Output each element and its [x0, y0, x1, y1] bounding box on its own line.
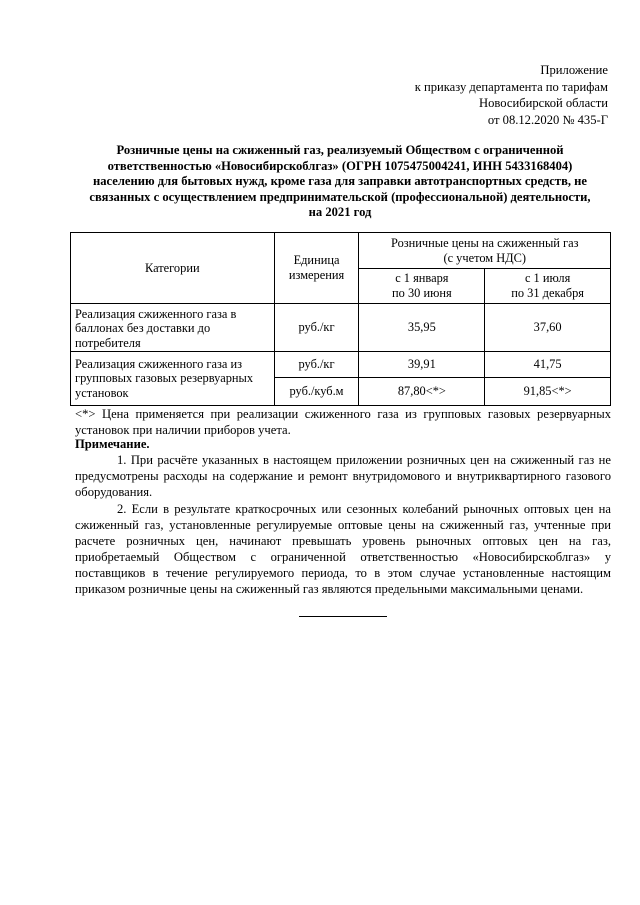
row-1-unit: руб./кг: [274, 304, 359, 352]
row-2-unit: руб./кг: [274, 352, 359, 378]
row-2-category-line-3: установок: [75, 385, 129, 400]
note-heading: Примечание.: [75, 437, 150, 451]
row-1-price-h1: 35,95: [359, 304, 485, 352]
title-line-4: связанных с осуществлением предпринимательской (профессиональной) деятельности,: [89, 189, 591, 204]
row-1-category-line-1: Реализация сжиженного газа в: [75, 306, 237, 321]
title-line-3: населению для бытовых нужд, кроме газа для заправки автотранспортных средств, не: [92, 174, 588, 189]
header-prices: [359, 233, 611, 269]
header-period-2-line-1: с 1 июля: [524, 271, 571, 286]
document-title: [70, 143, 610, 221]
appendix-line-1: Приложение: [540, 63, 608, 77]
note-item-2: 2. Если в результате краткосрочных или сезонных колебаний рыночных оптовых цен на сжиженный газ, установленные регулируемые оптовые цены на сжиженный газ, учтенные при расчете розничных цен, начинают превышать уровень рыночных оптовых цен на газ, приобретаемый Обществом с ограниченной ответственностью «Новосибирскоблгаз» у поставщиков в течение регулируемого периода, то в этом случае установленные настоящим приказом розничные цены на сжиженный газ являются предельными максимальными ценами.: [75, 502, 611, 596]
row-2-price-h1: 39,91: [359, 352, 485, 378]
table-row: [71, 304, 611, 352]
header-unit-line-2: измерения: [288, 268, 345, 282]
row-3-price-h2: 91,85<*>: [485, 378, 611, 406]
row-1-price-h2: 37,60: [485, 304, 611, 352]
row-2-price-h2: 41,75: [485, 352, 611, 378]
table-row: [71, 352, 611, 378]
title-line-2: ответственностью «Новосибирскоблгаз» (ОГРН 1075475004241, ИНН 5433168404): [107, 158, 573, 173]
title-line-5: на 2021 год: [308, 205, 372, 220]
header-period-1-line-1: с 1 января: [395, 271, 449, 286]
row-3-price-h1: 87,80<*>: [359, 378, 485, 406]
title-line-1: Розничные цены на сжиженный газ, реализуемый Обществом с ограниченной: [116, 143, 564, 157]
header-unit: [274, 233, 359, 304]
appendix-line-4: от 08.12.2020 № 435-Г: [487, 112, 608, 127]
header-period-2-line-2: по 31 декабря: [511, 286, 584, 300]
header-prices-line-1: Розничные цены на сжиженный газ: [390, 235, 579, 250]
header-unit-line-1: Единица: [293, 253, 340, 268]
note-item-1: 1. При расчёте указанных в настоящем приложении розничных цен на сжиженный газ не предусмотрены расходы на содержание и ремонт внутридомового и внутриквартирного газового оборудования.: [75, 453, 611, 499]
row-2-category-line-1: Реализация сжиженного газа из: [75, 356, 242, 371]
price-table: [70, 232, 611, 406]
row-2-category-line-2: групповых газовых резервуарных: [75, 371, 254, 386]
appendix-line-3: Новосибирской области: [479, 96, 608, 111]
row-1-category-line-2: баллонах без доставки до: [75, 321, 211, 336]
appendix-block: [415, 62, 608, 128]
header-prices-line-2: (с учетом НДС): [443, 250, 527, 265]
footnote: <*> Цена применяется при реализации сжиженного газа из групповых газовых резервуарных установок при наличии приборов учета.: [75, 407, 611, 437]
header-period-1: [359, 269, 485, 304]
row-1-category: [71, 304, 275, 352]
header-period-1-line-2: по 30 июня: [392, 286, 452, 300]
row-1-category-line-3: потребителя: [75, 335, 141, 350]
header-category: [71, 233, 275, 304]
row-3-unit: руб./куб.м: [274, 378, 359, 406]
closing-divider: [299, 616, 387, 617]
header-category-label: Категории: [144, 260, 200, 275]
appendix-line-2: к приказу департамента по тарифам: [414, 79, 608, 94]
row-2-category: [71, 352, 275, 406]
header-period-2: [485, 269, 611, 304]
